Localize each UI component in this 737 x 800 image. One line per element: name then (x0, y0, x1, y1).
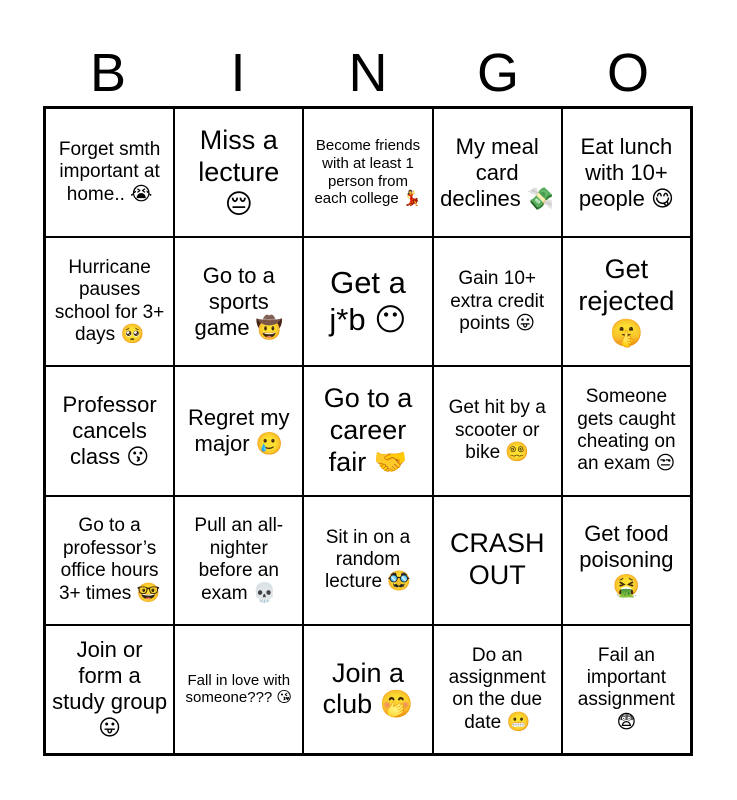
header-letter-i: I (230, 43, 246, 103)
bingo-cell[interactable]: Regret my major 🥲 (174, 366, 303, 495)
bingo-cell[interactable]: Fall in love with someone??? 😘 (174, 625, 303, 754)
bingo-cell[interactable]: Go to a career fair 🤝 (303, 366, 432, 495)
bingo-cell[interactable]: Someone gets caught cheating on an exam 😒 (562, 366, 691, 495)
bingo-cell[interactable]: Eat lunch with 10+ people 😋 (562, 108, 691, 237)
bingo-cell[interactable]: Fail an important assignment 😨 (562, 625, 691, 754)
bingo-cell[interactable]: Get a j*b 😶 (303, 237, 432, 366)
bingo-header (43, 40, 693, 106)
bingo-cell[interactable]: Join or form a study group 😛 (45, 625, 174, 754)
bingo-cell[interactable]: Go to a sports game 🤠 (174, 237, 303, 366)
bingo-cell[interactable]: CRASH OUT (433, 496, 562, 625)
bingo-cell[interactable]: Hurricane pauses school for 3+ days 🥺 (45, 237, 174, 366)
bingo-board (43, 106, 693, 756)
bingo-cell[interactable]: Forget smth important at home.. 😭 (45, 108, 174, 237)
bingo-cell[interactable]: Do an assignment on the due date 😬 (433, 625, 562, 754)
header-letter-o: O (606, 43, 649, 103)
bingo-cell[interactable]: Gain 10+ extra credit points 😛 (433, 237, 562, 366)
header-letter-n: N (348, 43, 388, 103)
bingo-cell[interactable]: Get hit by a scooter or bike 😵‍💫 (433, 366, 562, 495)
bingo-cell[interactable]: My meal card declines 💸 (433, 108, 562, 237)
bingo-cell[interactable]: Go to a professor’s office hours 3+ times 🤓 (45, 496, 174, 625)
header-letter-b: B (89, 43, 127, 103)
bingo-cell[interactable]: Join a club 🤭 (303, 625, 432, 754)
bingo-cell[interactable]: Get food poisoning 🤮 (562, 496, 691, 625)
bingo-cell[interactable]: Miss a lecture 😔 (174, 108, 303, 237)
header-letter-g: G (476, 43, 519, 103)
bingo-cell[interactable]: Get rejected 🤫 (562, 237, 691, 366)
bingo-cell[interactable]: Become friends with at least 1 person from each college 💃 (303, 108, 432, 237)
bingo-cell[interactable]: Sit in on a random lecture 🥸 (303, 496, 432, 625)
bingo-cell[interactable]: Professor cancels class 😗 (45, 366, 174, 495)
bingo-cell[interactable]: Pull an all-nighter before an exam 💀 (174, 496, 303, 625)
